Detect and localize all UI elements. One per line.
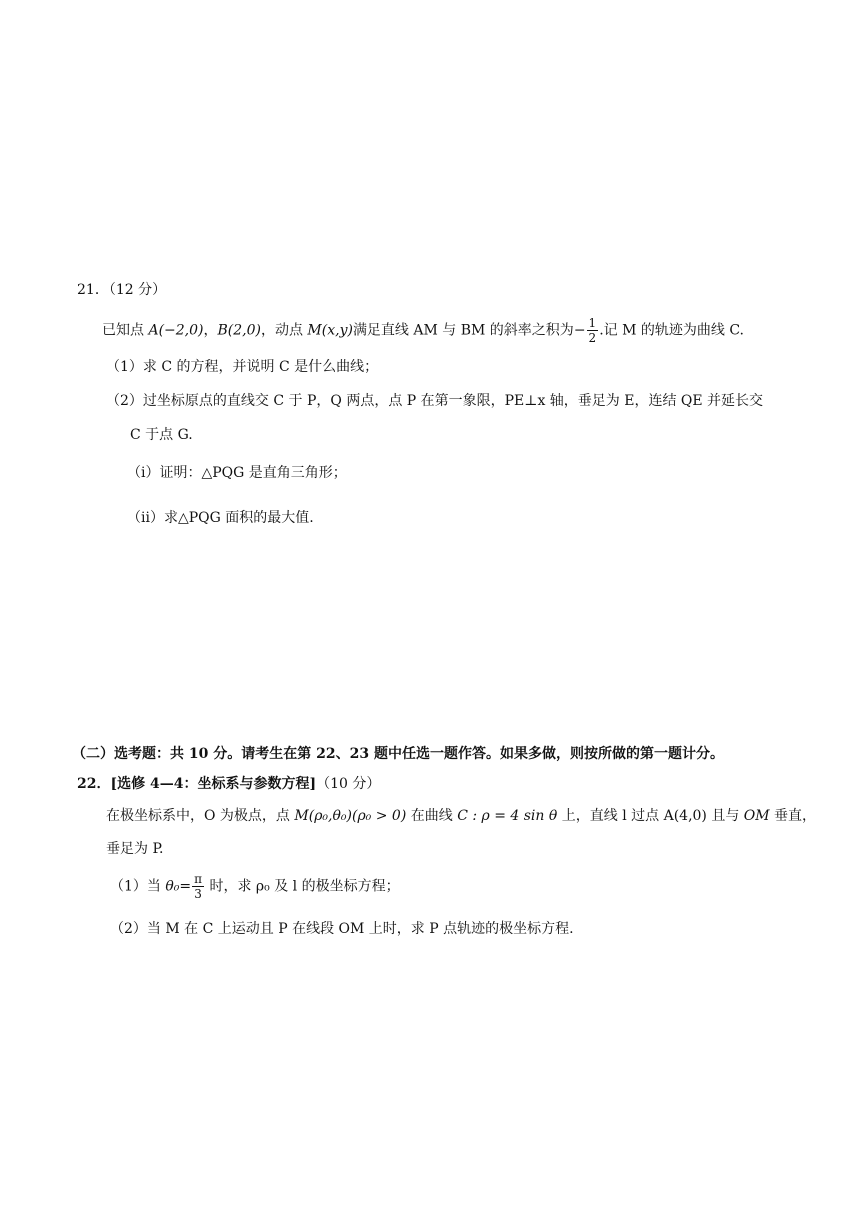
q22-intro-g: 垂直， <box>769 808 817 824</box>
q21-intro <box>102 316 744 345</box>
q22-intro-e: 上，直线 l 过点 A(4,0) 且与 <box>557 808 744 824</box>
q21-part1: （1）求 C 的方程，并说明 C 是什么曲线； <box>106 359 379 375</box>
q22-part1-post: 时，求 ρ₀ 及 l 的极坐标方程； <box>205 878 400 895</box>
q22-pi-over-3-fraction <box>192 872 204 901</box>
q21-intro-pre: 已知点 <box>102 322 149 339</box>
q21-point-b: B(2,0) <box>217 322 261 339</box>
q21-fraction <box>587 316 599 345</box>
q22-intro <box>106 806 816 826</box>
q22-part1 <box>110 872 400 901</box>
q21-header: 21．（12 分） <box>77 282 167 298</box>
q21-sep: ， <box>203 322 218 339</box>
q22-theta0: θ₀= <box>165 878 192 895</box>
q22-curve-c: C : ρ = 4 sin θ <box>457 808 558 824</box>
q22-part2: （2）当 M 在 C 上运动且 P 在线段 OM 上时，求 P 点轨迹的极坐标方程. <box>110 921 574 937</box>
q22-header <box>77 774 380 794</box>
q22-om: OM <box>743 808 770 824</box>
q22-intro-c: 在曲线 <box>406 808 458 824</box>
q21-point-a: A(−2,0) <box>148 322 204 339</box>
q22-fraction-denominator: 3 <box>194 887 202 901</box>
q22-intro-line2: 垂足为 P. <box>106 841 164 857</box>
section2-header: （二）选考题：共 10 分。请考生在第 22、23 题中任选一题作答。如果多做，则按所做的第一题计分。 <box>72 746 724 762</box>
q22-header-score: （10 分） <box>316 776 381 792</box>
q21-intro-post: .记 M 的轨迹为曲线 C. <box>599 322 744 339</box>
q21-part2-line2: C 于点 G. <box>130 427 193 443</box>
q22-point-m: M(ρ₀,θ₀)(ρ₀ > 0) <box>294 808 407 824</box>
q21-fraction-numerator: 1 <box>588 316 597 330</box>
q21-sub-i: （i）证明：△PQG 是直角三角形； <box>127 465 347 481</box>
q21-part2-line1: （2）过坐标原点的直线交 C 于 P，Q 两点，点 P 在第一象限，PE⊥x 轴，垂足为 E，连结 QE 并延长交 <box>106 393 764 409</box>
q21-sub-ii: （ii）求△PQG 面积的最大值. <box>127 510 314 526</box>
q21-intro-mid: ，动点 <box>260 322 308 339</box>
q22-intro-a: 在极坐标系中，O 为极点，点 <box>106 808 295 824</box>
q22-header-title: 22．[选修 4—4：坐标系与参数方程] <box>77 776 317 792</box>
q21-point-m: M(x,y) <box>307 322 353 339</box>
q21-minus-sign: − <box>573 322 586 339</box>
q22-part1-pre: （1）当 <box>110 878 166 895</box>
q21-fraction-denominator: 2 <box>588 331 597 345</box>
q22-fraction-numerator: π <box>194 872 203 886</box>
q21-intro-mid2: 满足直线 AM 与 BM 的斜率之积为 <box>352 322 574 339</box>
